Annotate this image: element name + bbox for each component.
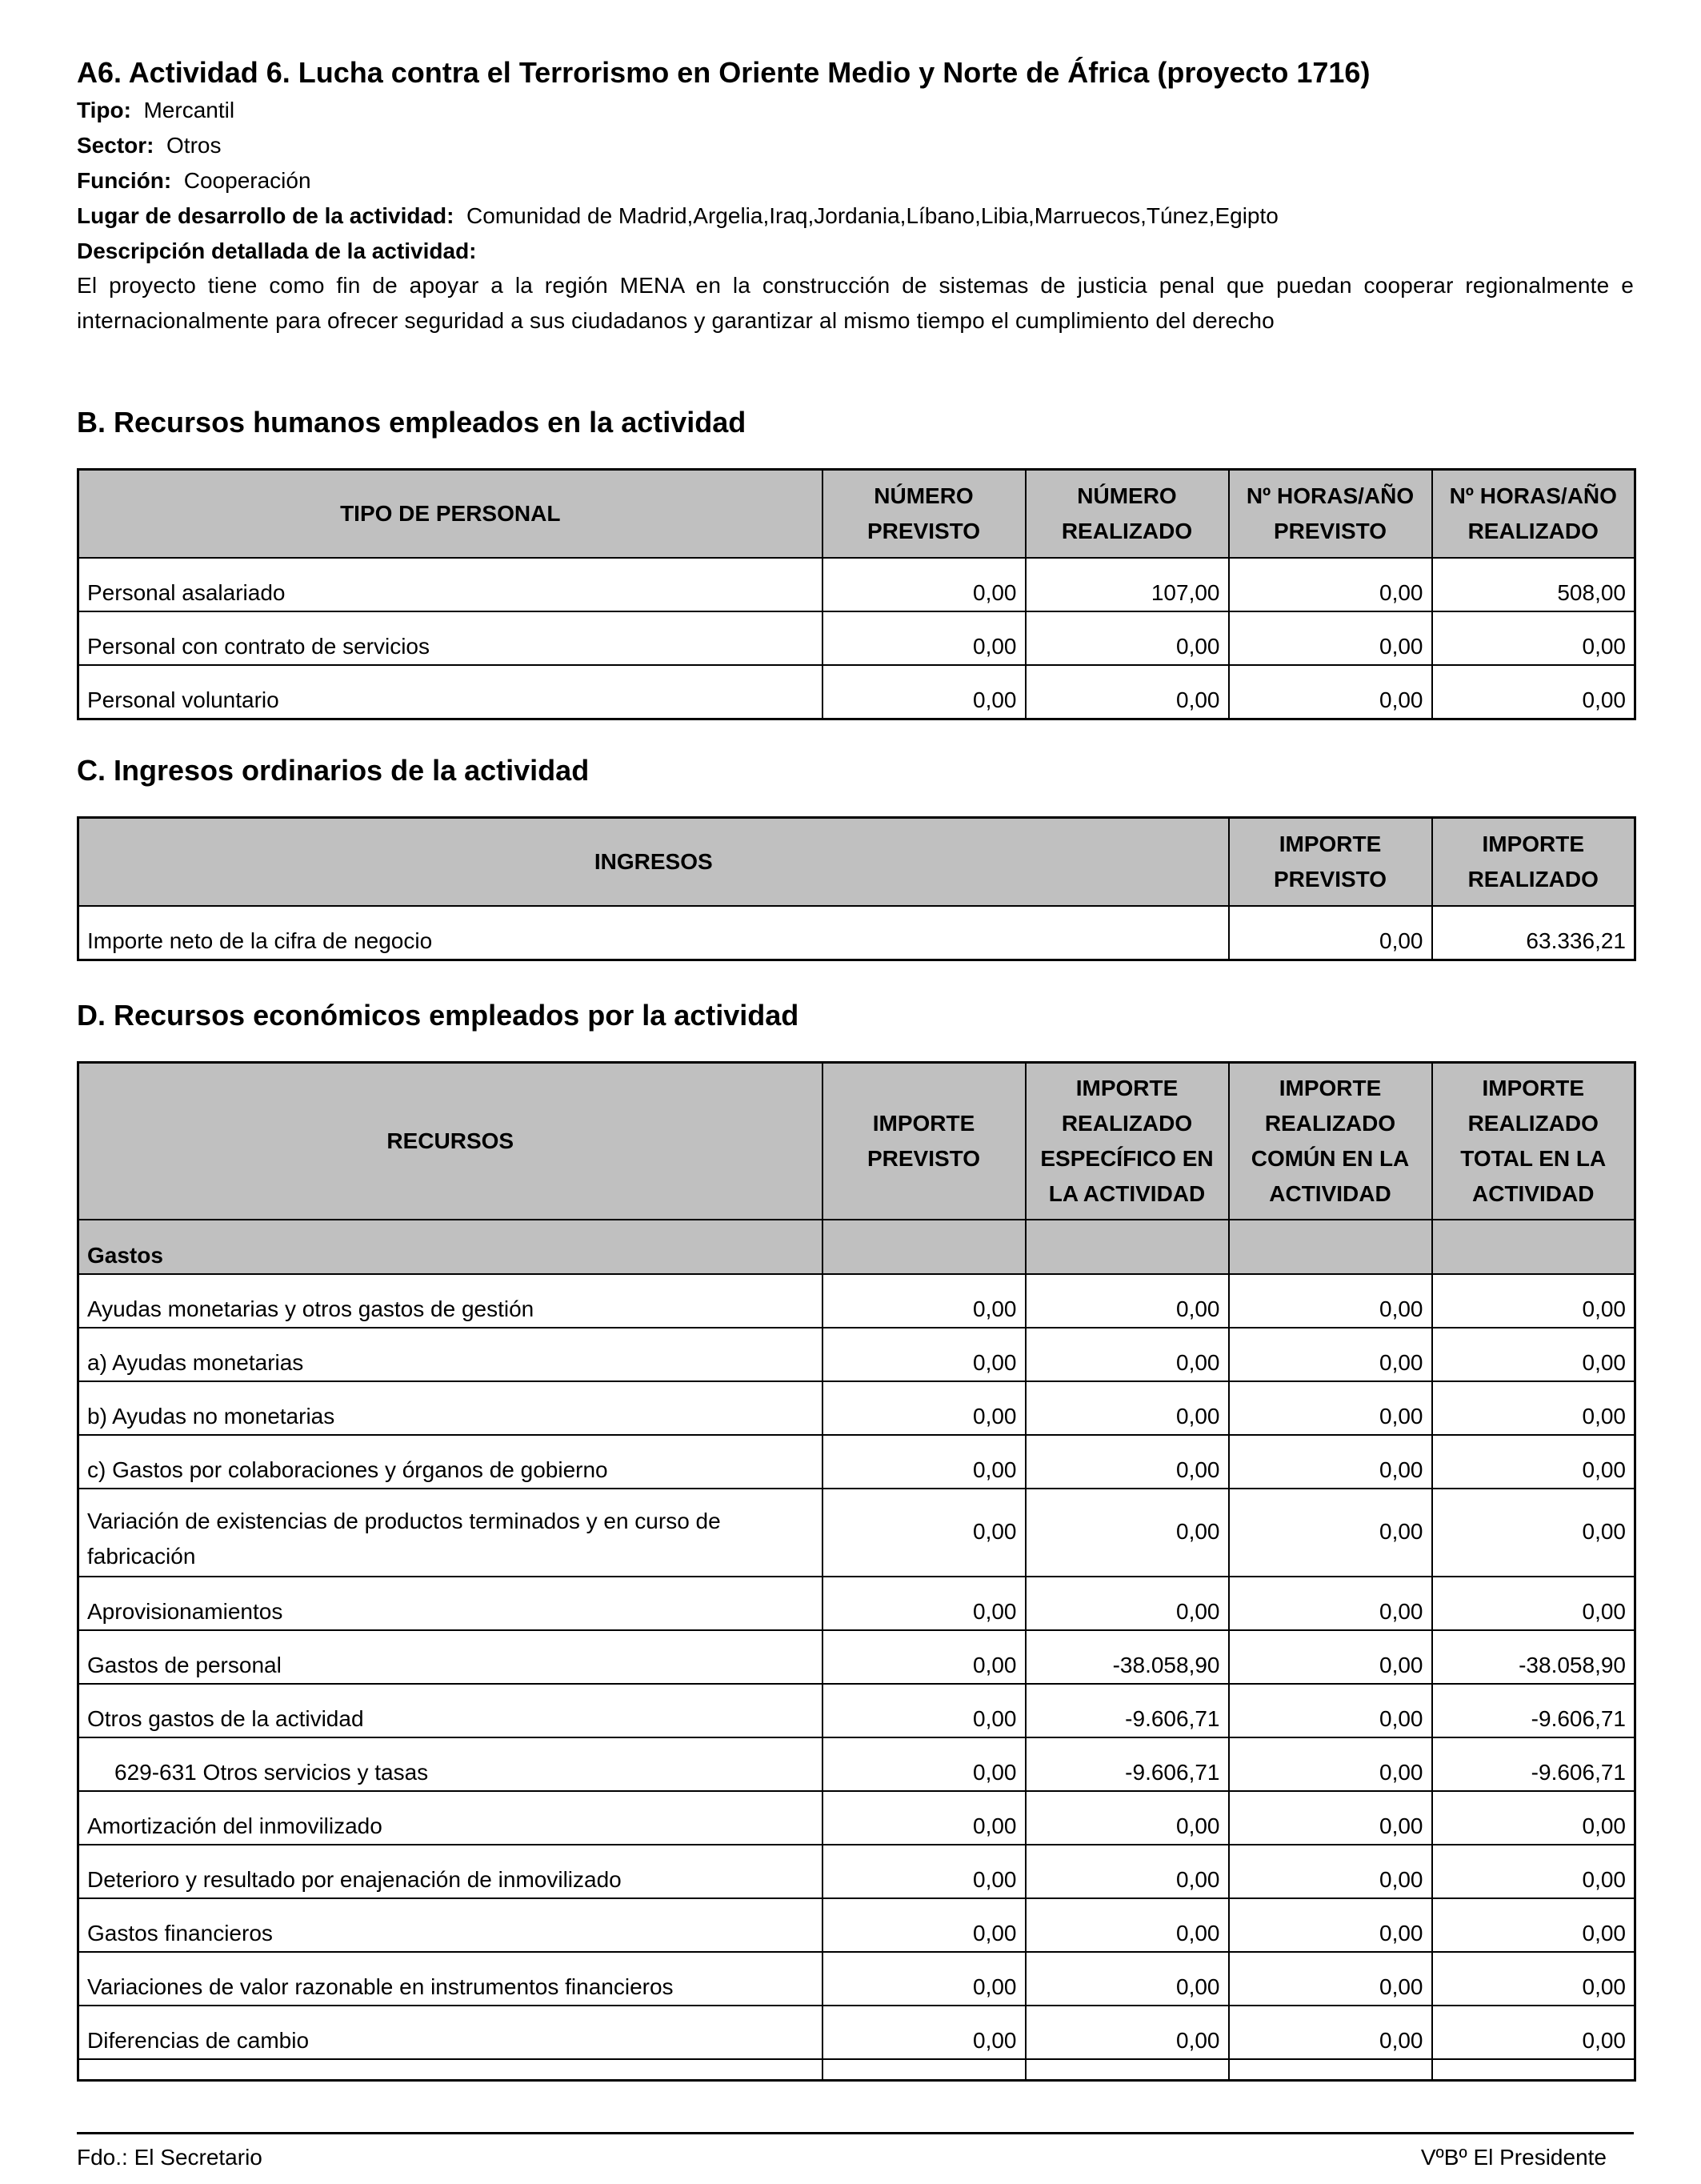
lugar-line (77, 203, 1279, 229)
cell-value: 0,00 (1026, 1328, 1229, 1381)
cell-value: 0,00 (1229, 1630, 1432, 1684)
col-header: RECURSOS (78, 1063, 822, 1220)
cell-value: 0,00 (822, 1684, 1026, 1737)
cell-value: 0,00 (1229, 2006, 1432, 2059)
empty-row (78, 2059, 1635, 2081)
funcion-value: Cooperación (183, 168, 311, 193)
cell-value: 0,00 (1026, 1898, 1229, 1952)
tipo-label: Tipo: (77, 98, 131, 122)
row-label: Importe neto de la cifra de negocio (78, 906, 1229, 960)
cell-value: 0,00 (1229, 611, 1432, 665)
table-row (78, 1577, 1635, 1630)
cell-value: 107,00 (1026, 558, 1229, 611)
footer-divider (77, 2132, 1634, 2134)
row-label: Variación de existencias de productos terminados y en curso de fabricación (78, 1489, 822, 1577)
cell-value: 508,00 (1432, 558, 1635, 611)
tipo-value: Mercantil (143, 98, 235, 122)
table-row (78, 1845, 1635, 1898)
cell-value: 0,00 (822, 1791, 1026, 1845)
row-label: a) Ayudas monetarias (78, 1328, 822, 1381)
cell-value: 0,00 (1432, 1952, 1635, 2006)
col-header: IMPORTE REALIZADO COMÚN EN LA ACTIVIDAD (1229, 1063, 1432, 1220)
empty-cell (1026, 1220, 1229, 1274)
sector-line (77, 133, 222, 158)
cell-value: 0,00 (822, 1952, 1026, 2006)
table-row (78, 906, 1635, 960)
cell-value: 0,00 (822, 611, 1026, 665)
cell-value: 0,00 (1432, 1845, 1635, 1898)
row-label: Gastos financieros (78, 1898, 822, 1952)
cell-value: 0,00 (1432, 1328, 1635, 1381)
cell-value: 0,00 (822, 1898, 1026, 1952)
sector-label: Sector: (77, 133, 154, 158)
cell-value: 0,00 (1432, 1577, 1635, 1630)
cell-value: 0,00 (1026, 1791, 1229, 1845)
empty-cell (822, 2059, 1026, 2081)
empty-cell (1229, 1220, 1432, 1274)
cell-value: 0,00 (822, 1435, 1026, 1489)
empty-cell (1229, 2059, 1432, 2081)
cell-value: 0,00 (1229, 1489, 1432, 1577)
cell-value: 0,00 (1229, 1737, 1432, 1791)
cell-value: 0,00 (1432, 1898, 1635, 1952)
tipo-line (77, 98, 234, 123)
cell-value: 0,00 (1432, 665, 1635, 719)
table-row (78, 1898, 1635, 1952)
table-row (78, 1684, 1635, 1737)
cell-value: 0,00 (1026, 1381, 1229, 1435)
cell-value: 0,00 (1229, 558, 1432, 611)
empty-cell (1026, 2059, 1229, 2081)
descripcion-line (77, 238, 477, 264)
economic-resources-table (77, 1061, 1636, 2082)
empty-cell (1432, 2059, 1635, 2081)
cell-value: 0,00 (1026, 2006, 1229, 2059)
cell-value: 0,00 (822, 1274, 1026, 1328)
cell-value: 0,00 (1026, 1274, 1229, 1328)
cell-value: 0,00 (1229, 1381, 1432, 1435)
cell-value: -9.606,71 (1026, 1737, 1229, 1791)
empty-cell (78, 2059, 822, 2081)
cell-value: 0,00 (1026, 1952, 1229, 2006)
cell-value: 0,00 (822, 1737, 1026, 1791)
lugar-value: Comunidad de Madrid,Argelia,Iraq,Jordania,Líbano,Libia,Marruecos,Túnez,Egipto (466, 203, 1279, 228)
row-label: Gastos de personal (78, 1630, 822, 1684)
table-header-row (78, 818, 1635, 906)
cell-value: 0,00 (1229, 1952, 1432, 2006)
col-header: NÚMERO PREVISTO (822, 470, 1026, 558)
table-header-row (78, 470, 1635, 558)
group-label: Gastos (78, 1220, 822, 1274)
table-row (78, 1274, 1635, 1328)
table-row (78, 1791, 1635, 1845)
row-label: 629-631 Otros servicios y tasas (78, 1737, 822, 1791)
cell-value: 0,00 (1026, 1435, 1229, 1489)
funcion-label: Función: (77, 168, 172, 193)
cell-value: -9.606,71 (1026, 1684, 1229, 1737)
descripcion-label: Descripción detallada de la actividad: (77, 238, 477, 263)
cell-value: 0,00 (1229, 1328, 1432, 1381)
cell-value: 0,00 (822, 1577, 1026, 1630)
secretary-signature-label: Fdo.: El Secretario (77, 2145, 262, 2170)
cell-value: 0,00 (1026, 1489, 1229, 1577)
cell-value: 0,00 (1026, 1577, 1229, 1630)
row-label: Personal asalariado (78, 558, 822, 611)
table-row (78, 1381, 1635, 1435)
table-row (78, 1952, 1635, 2006)
col-header: IMPORTE REALIZADO ESPECÍFICO EN LA ACTIVIDAD (1026, 1063, 1229, 1220)
cell-value: -38.058,90 (1026, 1630, 1229, 1684)
row-label: Ayudas monetarias y otros gastos de gestión (78, 1274, 822, 1328)
cell-value: -38.058,90 (1432, 1630, 1635, 1684)
cell-value: 0,00 (1229, 1435, 1432, 1489)
row-label: c) Gastos por colaboraciones y órganos de gobierno (78, 1435, 822, 1489)
cell-value: 0,00 (1026, 1845, 1229, 1898)
empty-cell (822, 1220, 1026, 1274)
lugar-label: Lugar de desarrollo de la actividad: (77, 203, 454, 228)
cell-value: 63.336,21 (1432, 906, 1635, 960)
row-label: Personal voluntario (78, 665, 822, 719)
row-label: Deterioro y resultado por enajenación de inmovilizado (78, 1845, 822, 1898)
section-d-title: D. Recursos económicos empleados por la actividad (77, 999, 799, 1032)
cell-value: 0,00 (1229, 906, 1432, 960)
row-label: Diferencias de cambio (78, 2006, 822, 2059)
cell-value: 0,00 (1432, 1791, 1635, 1845)
table-row (78, 2006, 1635, 2059)
row-label: Personal con contrato de servicios (78, 611, 822, 665)
sector-value: Otros (166, 133, 222, 158)
table-row (78, 558, 1635, 611)
cell-value: 0,00 (1229, 1684, 1432, 1737)
section-c-title: C. Ingresos ordinarios de la actividad (77, 754, 590, 787)
cell-value: 0,00 (822, 1381, 1026, 1435)
col-header: INGRESOS (78, 818, 1229, 906)
cell-value: 0,00 (822, 1845, 1026, 1898)
empty-cell (1432, 1220, 1635, 1274)
col-header: Nº HORAS/AÑO PREVISTO (1229, 470, 1432, 558)
cell-value: 0,00 (1026, 611, 1229, 665)
row-label: Otros gastos de la actividad (78, 1684, 822, 1737)
cell-value: 0,00 (1432, 611, 1635, 665)
row-label: b) Ayudas no monetarias (78, 1381, 822, 1435)
row-label: Amortización del inmovilizado (78, 1791, 822, 1845)
row-label: Aprovisionamientos (78, 1577, 822, 1630)
cell-value: 0,00 (822, 1328, 1026, 1381)
table-row (78, 1737, 1635, 1791)
cell-value: 0,00 (1229, 665, 1432, 719)
cell-value: 0,00 (1026, 665, 1229, 719)
descripcion-text: El proyecto tiene como fin de apoyar a la región MENA en la construcción de sistemas de justicia penal que puedan cooperar regionalmente e internacionalmente para ofrecer seguridad a sus ciudadanos y garantizar al mismo tiempo el cumplimiento del derecho (77, 273, 1634, 333)
col-header: IMPORTE REALIZADO TOTAL EN LA ACTIVIDAD (1432, 1063, 1635, 1220)
section-b-title: B. Recursos humanos empleados en la actividad (77, 406, 746, 439)
table-row (78, 1489, 1635, 1577)
col-header: Nº HORAS/AÑO REALIZADO (1432, 470, 1635, 558)
cell-value: 0,00 (822, 558, 1026, 611)
cell-value: 0,00 (1432, 1274, 1635, 1328)
table-row (78, 1630, 1635, 1684)
col-header: TIPO DE PERSONAL (78, 470, 822, 558)
cell-value: 0,00 (1432, 1435, 1635, 1489)
funcion-line (77, 168, 311, 194)
col-header: IMPORTE REALIZADO (1432, 818, 1635, 906)
table-row (78, 1435, 1635, 1489)
income-table (77, 816, 1636, 961)
col-header: IMPORTE PREVISTO (822, 1063, 1026, 1220)
cell-value: 0,00 (822, 1630, 1026, 1684)
cell-value: 0,00 (1432, 2006, 1635, 2059)
president-approval-label: VºBº El Presidente (1420, 2145, 1607, 2170)
table-row (78, 665, 1635, 719)
table-row (78, 1328, 1635, 1381)
row-label: Variaciones de valor razonable en instrumentos financieros (78, 1952, 822, 2006)
cell-value: 0,00 (1229, 1274, 1432, 1328)
col-header: IMPORTE PREVISTO (1229, 818, 1432, 906)
activity-title: A6. Actividad 6. Lucha contra el Terrorismo en Oriente Medio y Norte de África (proyecto 1716) (77, 56, 1371, 89)
group-row (78, 1220, 1635, 1274)
cell-value: -9.606,71 (1432, 1737, 1635, 1791)
cell-value: -9.606,71 (1432, 1684, 1635, 1737)
cell-value: 0,00 (822, 1489, 1026, 1577)
cell-value: 0,00 (1432, 1489, 1635, 1577)
table-header-row (78, 1063, 1635, 1220)
cell-value: 0,00 (1229, 1845, 1432, 1898)
cell-value: 0,00 (1229, 1577, 1432, 1630)
cell-value: 0,00 (1229, 1898, 1432, 1952)
cell-value: 0,00 (1432, 1381, 1635, 1435)
cell-value: 0,00 (822, 665, 1026, 719)
table-row (78, 611, 1635, 665)
cell-value: 0,00 (1229, 1791, 1432, 1845)
col-header: NÚMERO REALIZADO (1026, 470, 1229, 558)
cell-value: 0,00 (822, 2006, 1026, 2059)
human-resources-table (77, 468, 1636, 720)
